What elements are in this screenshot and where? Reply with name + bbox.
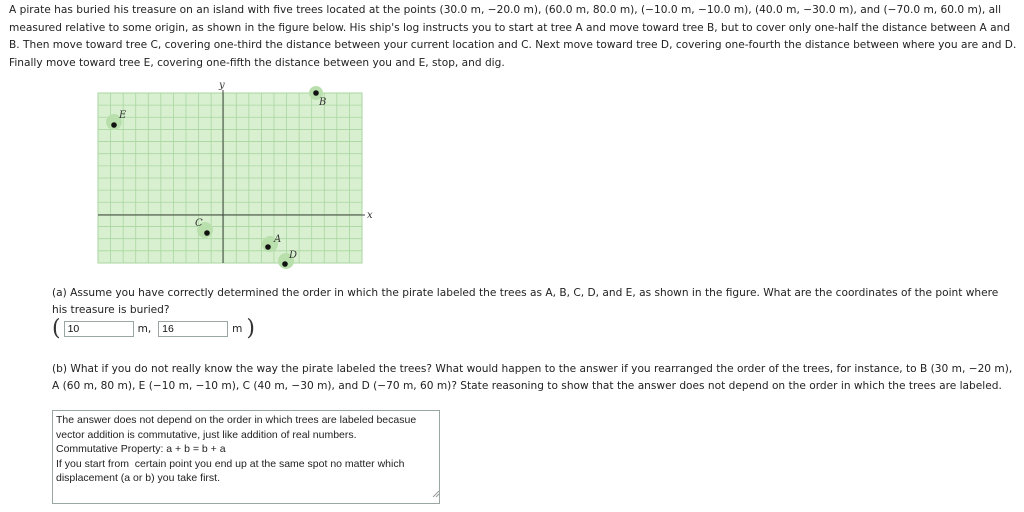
part-b-question: (b) What if you do not really know the way the pirate labeled the trees? What would happen to the answer if you rearranged the order of the trees, for instance, to B (30 m, −20 m), A (60 m, 80 m), E (−10 m, −10 m), C (40 m, −30 m), and D (−70 m, 60 m)? State reasoning to show that the answer does not depend on the order in which the trees are labeled. <box>52 363 1013 392</box>
tree-e-dot <box>111 122 117 128</box>
tree-map-svg <box>95 80 385 275</box>
tree-c-dot <box>204 230 210 236</box>
y-axis-label: y <box>219 80 225 91</box>
tree-e-label: E <box>119 110 127 121</box>
close-paren: ) <box>246 316 255 341</box>
y-coordinate-input[interactable] <box>158 321 228 337</box>
part-b-answer-textarea[interactable] <box>52 410 440 504</box>
part-a-question: (a) Assume you have correctly determined the order in which the pirate labeled the trees as A, B, C, D, and E, as shown in the figure. What are the coordinates of the point where his treasure is buried? <box>52 287 999 316</box>
tree-a-dot <box>265 244 271 250</box>
x-unit-label: m, <box>137 323 152 335</box>
tree-b-label: B <box>319 97 327 108</box>
part-a-answer-row <box>52 317 255 341</box>
x-axis-label: x <box>367 210 373 221</box>
tree-d-label: D <box>289 250 298 261</box>
problem-statement: A pirate has buried his treasure on an island with five trees located at the points (30.0 m, −20.0 m), (60.0 m, 80.0 m), (−10.0 m, −10.0 m), (40.0 m, −30.0 m), and (−70.0 m, 60.0 m), all measured relative to some origin, as shown in the figure below. His ship's log instructs you to start at tree A and move toward tree B, but to cover only one-half the distance between A and B. Then move toward tree C, covering one-third the distance between your current location and C. Next move toward tree D, covering one-fourth the distance between where you are and D. Finally move toward tree E, covering one-fifth the distance between you and E, stop, and dig. <box>9 4 1017 69</box>
open-paren: ( <box>52 316 61 341</box>
x-coordinate-input[interactable] <box>64 321 134 337</box>
tree-c-label: C <box>195 218 203 229</box>
resize-grip-icon[interactable] <box>432 490 440 498</box>
tree-b-dot <box>313 90 319 96</box>
tree-a-label: A <box>274 234 282 245</box>
tree-d-dot <box>282 261 288 267</box>
y-unit-label: m <box>232 323 243 335</box>
tree-map-figure <box>95 80 385 275</box>
